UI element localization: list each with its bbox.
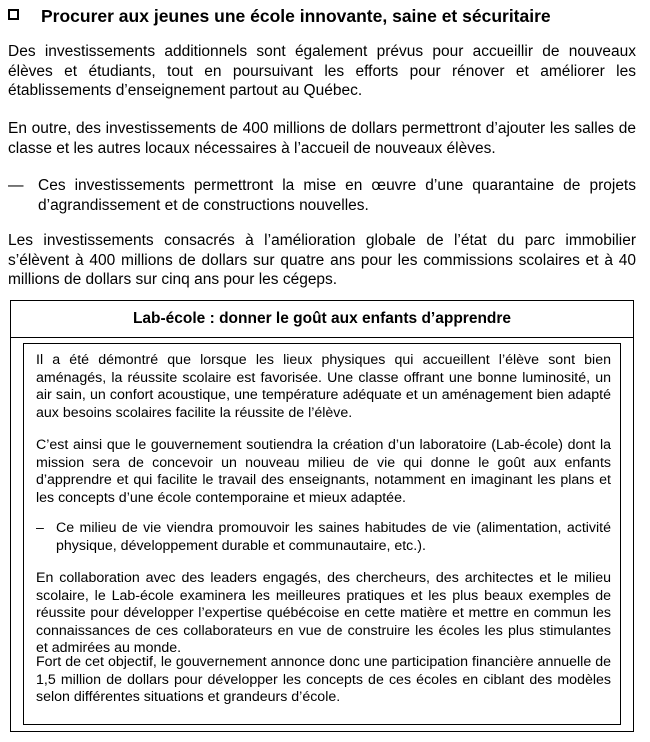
- box-paragraph-participation-financiere: Fort de cet objectif, le gouvernement annonce donc une participation financière annuelle de 1,5 million de dollars pour développer les concepts de ces écoles en ciblant des modèles selon différentes situations et grandeurs d’école.: [36, 654, 611, 706]
- box-paragraph-laboratoire: C’est ainsi que le gouvernement soutiendra la création d’un laboratoire (Lab-école) dont la mission sera de concevoir un nouveau milieu de vie qui donne le goût aux enfants d’apprendre et qui facilite le travail des enseignants, notamment en imaginant les plans et les concepts d’une école contemporaine et mieux adaptée.: [36, 437, 611, 506]
- paragraph-investissements-additionnels: Des investissements additionnels sont également prévus pour accueillir de nouveaux élèves et étudiants, tout en poursuivant les efforts pour rénover et améliorer les établissements d’enseignement partout au Québec.: [8, 43, 636, 99]
- box-bullet-text: Ce milieu de vie viendra promouvoir les saines habitudes de vie (alimentation, activité physique, développement durable et communautaire, etc.).: [56, 520, 611, 554]
- box-paragraph-lieux-physiques: Il a été démontré que lorsque les lieux physiques qui accueillent l’élève sont bien aménagés, la réussite scolaire est favorisée. Une classe offrant une bonne luminosité, un air sain, un confort acoustique, une température adéquate et un aménagement bien adapté aux besoins scolaires facilite la réussite de l’élève.: [36, 352, 611, 421]
- bullet-item-text: Ces investissements permettront la mise en œuvre d’une quarantaine de projets d’agrandissement et de constructions nouvelles.: [38, 177, 636, 214]
- lab-ecole-box: [10, 300, 634, 732]
- paragraph-400-millions-salles: En outre, des investissements de 400 millions de dollars permettront d’ajouter les salles de classe et les autres locaux nécessaires à l’accueil de nouveaux élèves.: [8, 120, 636, 157]
- box-paragraph-collaboration: En collaboration avec des leaders engagés, des chercheurs, des architectes et le milieu scolaire, le Lab-école examinera les meilleures pratiques et les plus beaux exemples de réussite pour développer l’expertise québécoise en cette matière et mettre en commun les connaissances de ces collaborateurs en vue de construire les écoles les plus stimulantes et admirées au monde.: [36, 570, 611, 657]
- dash-bullet-icon: —: [8, 177, 24, 194]
- box-inner-frame: [23, 343, 621, 725]
- section-heading-text: Procurer aux jeunes une école innovante, saine et sécuritaire: [41, 6, 551, 26]
- box-title: Lab-école : donner le goût aux enfants d’apprendre: [11, 301, 633, 338]
- dash-bullet-icon: –: [36, 520, 44, 536]
- checkbox-bullet-icon: [8, 9, 19, 20]
- paragraph-parc-immobilier: Les investissements consacrés à l’amélioration globale de l’état du parc immobilier s’élèvent à 400 millions de dollars sur quatre ans pour les commissions scolaires et à 40 millions de dollars sur cinq ans pour les cégeps.: [8, 232, 636, 288]
